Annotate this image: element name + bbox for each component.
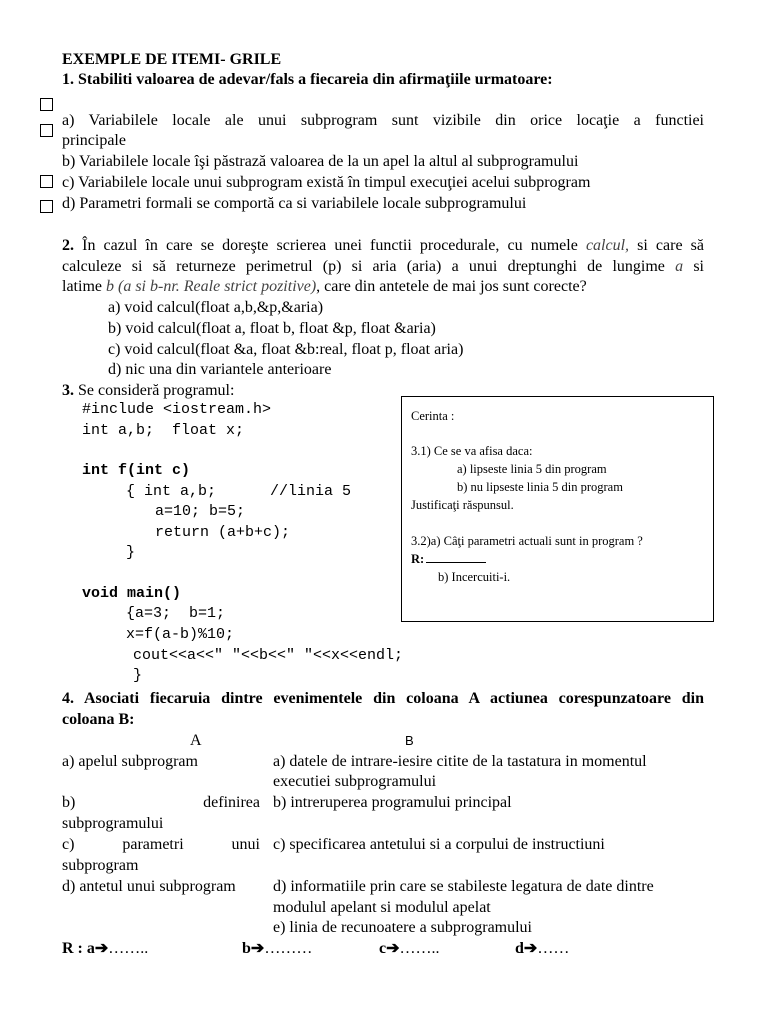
q2-text: si — [683, 258, 705, 275]
answer-a-blank[interactable]: …….. — [108, 940, 149, 957]
column-a-header: A — [190, 732, 202, 749]
col-b-item-c: c) specificarea antetului si a corpului de instructiuni — [273, 836, 605, 853]
col-a-item-c-line1 — [62, 835, 260, 855]
page-heading: EXEMPLE DE ITEMI- GRILE — [62, 51, 282, 68]
code-line-2: int a,b; float x; — [82, 422, 245, 439]
q2-function-name: calcul, — [585, 237, 630, 254]
q1-option-d: d) Parametri formali se comportă ca si variabilele locale subprogramului — [62, 195, 527, 212]
requirement-3-1-b: b) nu lipseste linia 5 din program — [457, 480, 623, 494]
col-b-item-d-line2: modulul apelant si modulul apelat — [273, 899, 491, 916]
col-a-item-c-line2: subprogram — [62, 857, 139, 874]
answer-a-label: a➔ — [86, 940, 109, 957]
answer-r: R: — [411, 552, 425, 566]
column-b-header: B — [405, 733, 414, 748]
col-a-item-d: d) antetul unui subprogram — [62, 878, 236, 895]
q1-title: 1. Stabiliti valoarea de adevar/fals a fiecareia din afirmaţiile urmatoare: — [62, 71, 553, 88]
q2-text: latime — [62, 278, 106, 295]
q3-number: 3. — [62, 382, 74, 399]
q1-checkbox-d[interactable] — [40, 200, 53, 213]
answer-c-blank[interactable]: …….. — [399, 940, 440, 957]
requirement-3-2-a: 3.2)a) Câţi parametri actuali sunt in program ? — [411, 534, 643, 548]
q2-option-a: a) void calcul(float a,b,&p,&aria) — [108, 299, 324, 316]
q2-number: 2. — [62, 237, 74, 254]
col-b-item-a-line1: a) datele de intrare-iesire citite de la tastatura in momentul — [273, 753, 647, 770]
q1-checkbox-c[interactable] — [40, 175, 53, 188]
answer-blank[interactable] — [426, 550, 486, 563]
q1-option-c: c) Variabilele locale unui subprogram există în timpul execuţiei acelui subprogram — [62, 174, 591, 191]
col-a-text: b) — [62, 794, 76, 811]
answer-d-blank[interactable]: …… — [537, 940, 570, 957]
q2-text: calculeze si să returneze perimetrul (p) si aria (aria) a unui dreptunghi de lungime — [62, 258, 676, 275]
code-line-11: cout<<a<<" "<<b<<" "<<x<<endl; — [133, 647, 404, 664]
code-line-6: return (a+b+c); — [155, 524, 291, 541]
q4-line2: coloana B: — [62, 711, 135, 728]
q2-var-a: a — [675, 258, 684, 275]
col-a-item-a: a) apelul subprogram — [62, 753, 198, 770]
col-b-item-e: e) linia de recunoatere a subprogramului — [273, 919, 532, 936]
requirement-3-1-a: a) lipseste linia 5 din program — [457, 462, 607, 476]
answer-r-label: R : — [62, 940, 87, 957]
q4-line1: 4. Asociati fiecaruia dintre evenimentele din coloana A actiunea corespunzatoare din — [62, 690, 704, 707]
code-line-8: void main() — [82, 585, 182, 602]
requirements-box — [401, 396, 714, 622]
col-b-item-a-line2: executiei subprogramului — [273, 773, 437, 790]
code-line-1: #include <iostream.h> — [82, 401, 272, 418]
col-a-text: unui — [231, 836, 260, 853]
answer-label — [411, 550, 486, 568]
answer-b-label: b➔ — [242, 940, 265, 957]
answer-row-d — [515, 939, 569, 959]
requirement-3-2-b: b) Incercuiti-i. — [438, 570, 511, 584]
requirements-title: Cerinta : — [411, 409, 455, 423]
q1-option-b: b) Variabilele locale îşi păstrază valoarea de la un apel la altul al subprogramului — [62, 153, 579, 170]
q1-checkbox-a[interactable] — [40, 124, 53, 137]
q2-text: si care să — [629, 237, 705, 254]
col-a-item-b-line2: subprogramului — [62, 815, 164, 832]
code-line-7: } — [126, 544, 136, 561]
q2-text: , care din antetele de mai jos sunt corecte? — [316, 278, 587, 295]
requirement-3-1: 3.1) Ce se va afisa daca: — [411, 444, 533, 458]
q1-option-a-line1: a) Variabilele locale ale unui subprogram sunt vizibile din orice locaţie a functiei — [62, 112, 704, 129]
col-a-text: definirea — [203, 794, 260, 811]
answer-d-label: d➔ — [515, 940, 538, 957]
q2-text: În cazul în care se doreşte scrierea unei functii procedurale, cu numele — [74, 237, 586, 254]
q2-line3 — [62, 277, 704, 297]
col-a-text: parametri — [122, 836, 184, 853]
q2-option-d: d) nic una din variantele anterioare — [108, 361, 332, 378]
q2-line2 — [62, 257, 704, 277]
code-line-9: {a=3; b=1; — [126, 605, 226, 622]
col-b-item-d-line1: d) informatiile prin care se stabileste legatura de date dintre — [273, 878, 654, 895]
answer-b-blank[interactable]: ……… — [264, 940, 313, 957]
code-line-10: x=f(a-b)%10; — [126, 626, 235, 643]
answer-c-label: c➔ — [379, 940, 400, 957]
q2-option-c: c) void calcul(float &a, float &b:real, float p, float aria) — [108, 341, 464, 358]
requirement-justify: Justificaţi răspunsul. — [411, 498, 514, 512]
q2-option-b: b) void calcul(float a, float b, float &p, float &aria) — [108, 320, 436, 337]
code-line-12: } — [133, 667, 143, 684]
answer-row-c — [379, 939, 440, 959]
col-a-text: c) — [62, 836, 75, 853]
code-line-5: a=10; b=5; — [155, 503, 246, 520]
q1-option-a-line2: principale — [62, 132, 126, 149]
q3-title-text: Se consideră programul: — [74, 382, 235, 399]
answer-row-a — [62, 939, 148, 959]
col-a-item-b-line1 — [62, 793, 260, 813]
q2-italic-note: b (a si b-nr. Reale strict pozitive) — [105, 278, 317, 295]
col-b-item-b: b) intreruperea programului principal — [273, 794, 512, 811]
answer-row-b — [242, 939, 312, 959]
code-line-3: int f(int c) — [82, 462, 191, 479]
q1-checkbox-a-top[interactable] — [40, 98, 53, 111]
code-line-4: { int a,b; //linia 5 — [126, 483, 352, 500]
q2-line1 — [62, 236, 704, 256]
